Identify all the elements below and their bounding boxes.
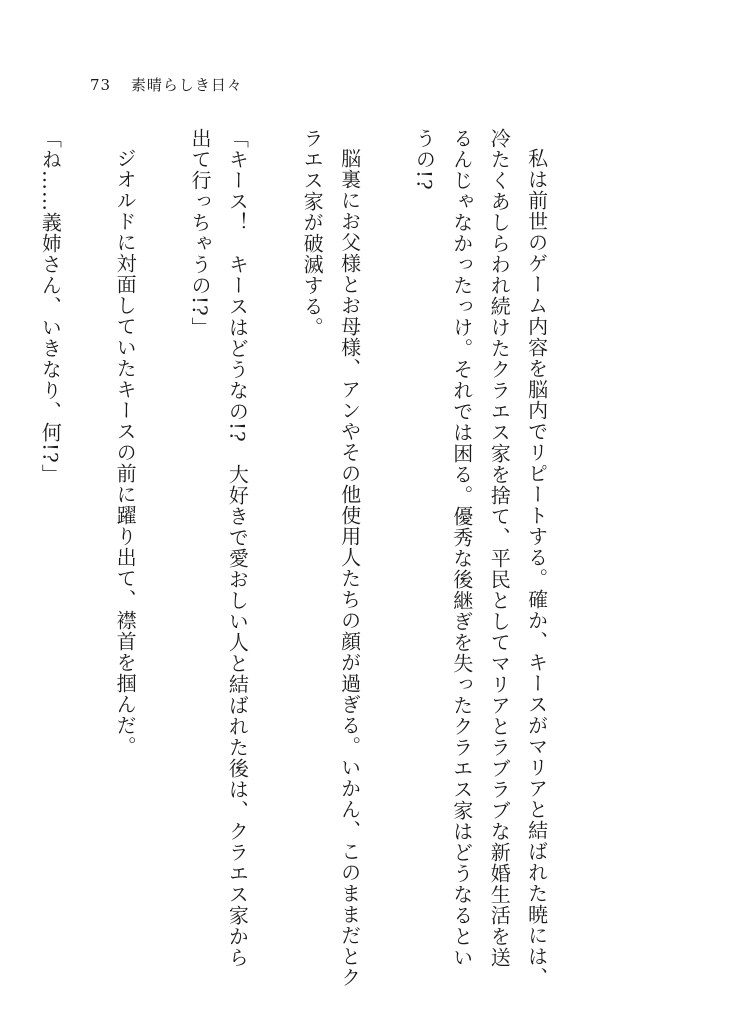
vertical-text-block: [0, 128, 592, 988]
dialogue-1: 「キース！ キースはどうなの!? 大好きで愛おしい人と結ばれた後は、クラエス家から出て行っちゃうの!?」: [187, 128, 250, 968]
page-number: 73: [90, 76, 112, 94]
page-header: [90, 74, 243, 95]
chapter-title: 素晴らしき日々: [130, 76, 243, 94]
paragraph-2: 脳裏にお父様とお母様、アンやその他使用人たちの顔が過ぎる。いかん、このままだとクラエス家が破滅する。: [300, 128, 362, 988]
paragraph-1: 私は前世のゲーム内容を脳内でリピートする。確か、キースがマリアと結ばれた暁には、冷たくあしらわれ続けたクラエス家を捨て、平民としてマリアとラブラブな新婚生活を送るんじゃなかったっけ。それでは困る。優秀な後継ぎを失ったクラエス家はどうなるというの!?: [412, 128, 549, 988]
dialogue-2: 「ね……義姉さん、いきなり、何!?」: [38, 128, 63, 485]
paragraph-3: ジオルドに対面していたキースの前に躍り出て、襟首を掴んだ。: [113, 148, 138, 757]
